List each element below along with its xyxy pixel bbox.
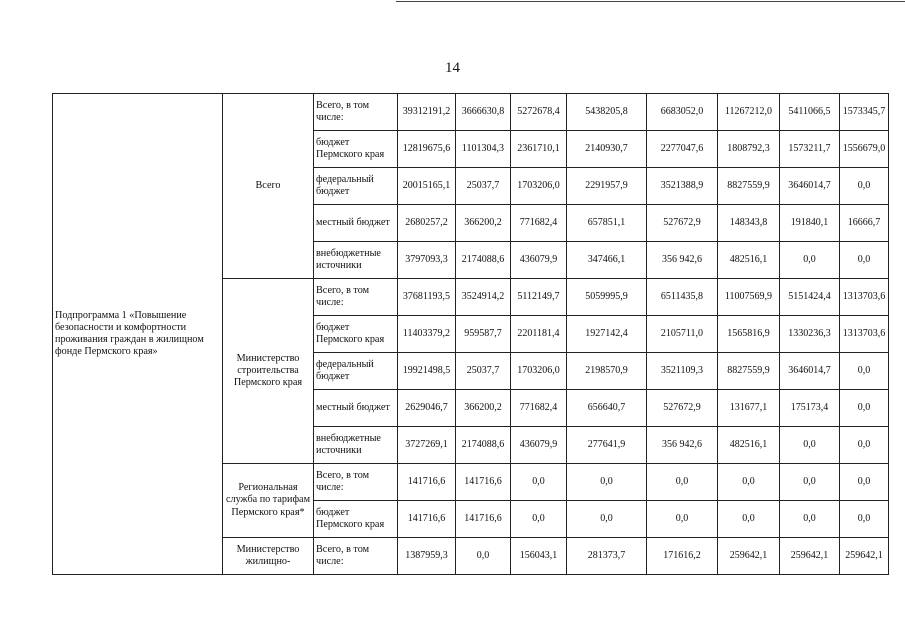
amount-cell: 482516,1 (718, 242, 780, 279)
amount-cell: 2105711,0 (647, 316, 718, 353)
amount-cell: 0,0 (840, 242, 889, 279)
funding-source-cell: федеральный бюджет (314, 353, 398, 390)
amount-cell: 771682,4 (511, 205, 567, 242)
funding-source-cell: местный бюджет (314, 390, 398, 427)
amount-cell: 156043,1 (511, 538, 567, 575)
amount-cell: 0,0 (840, 390, 889, 427)
amount-cell: 141716,6 (456, 501, 511, 538)
amount-cell: 25037,7 (456, 353, 511, 390)
amount-cell: 0,0 (780, 464, 840, 501)
amount-cell: 2198570,9 (567, 353, 647, 390)
amount-cell: 3646014,7 (780, 353, 840, 390)
amount-cell: 0,0 (780, 427, 840, 464)
program-title: Подпрограмма 1 «Повышение безопасности и комфортности проживания граждан в жилищном фонде Пермского края» (53, 94, 223, 575)
amount-cell: 11267212,0 (718, 94, 780, 131)
amount-cell: 0,0 (647, 464, 718, 501)
amount-cell: 356 942,6 (647, 427, 718, 464)
amount-cell: 39312191,2 (398, 94, 456, 131)
amount-cell: 0,0 (567, 501, 647, 538)
amount-cell: 0,0 (647, 501, 718, 538)
amount-cell: 2361710,1 (511, 131, 567, 168)
amount-cell: 141716,6 (456, 464, 511, 501)
amount-cell: 6511435,8 (647, 279, 718, 316)
amount-cell: 5411066,5 (780, 94, 840, 131)
amount-cell: 259642,1 (718, 538, 780, 575)
amount-cell: 959587,7 (456, 316, 511, 353)
funding-source-cell: местный бюджет (314, 205, 398, 242)
amount-cell: 1556679,0 (840, 131, 889, 168)
amount-cell: 11403379,2 (398, 316, 456, 353)
amount-cell: 5059995,9 (567, 279, 647, 316)
amount-cell: 0,0 (718, 464, 780, 501)
amount-cell: 1330236,3 (780, 316, 840, 353)
amount-cell: 281373,7 (567, 538, 647, 575)
amount-cell: 277641,9 (567, 427, 647, 464)
amount-cell: 3727269,1 (398, 427, 456, 464)
amount-cell: 356 942,6 (647, 242, 718, 279)
amount-cell: 131677,1 (718, 390, 780, 427)
funding-source-cell: Всего, в том числе: (314, 464, 398, 501)
amount-cell: 436079,9 (511, 427, 567, 464)
amount-cell: 1573345,7 (840, 94, 889, 131)
amount-cell: 2140930,7 (567, 131, 647, 168)
funding-source-cell: бюджет Пермского края (314, 131, 398, 168)
funding-source-cell: внебюджетные источники (314, 427, 398, 464)
amount-cell: 191840,1 (780, 205, 840, 242)
amount-cell: 0,0 (840, 353, 889, 390)
amount-cell: 16666,7 (840, 205, 889, 242)
funding-source-cell: бюджет Пермского края (314, 501, 398, 538)
amount-cell: 1703206,0 (511, 168, 567, 205)
funding-source-cell: Всего, в том числе: (314, 94, 398, 131)
amount-cell: 141716,6 (398, 501, 456, 538)
budget-table (52, 93, 889, 575)
executor-cell: Министерство жилищно- (223, 538, 314, 575)
amount-cell: 0,0 (840, 427, 889, 464)
amount-cell: 11007569,9 (718, 279, 780, 316)
amount-cell: 5272678,4 (511, 94, 567, 131)
amount-cell: 171616,2 (647, 538, 718, 575)
amount-cell: 8827559,9 (718, 353, 780, 390)
executor-cell: Министерство строительства Пермского края (223, 279, 314, 464)
amount-cell: 5112149,7 (511, 279, 567, 316)
amount-cell: 0,0 (840, 464, 889, 501)
amount-cell: 175173,4 (780, 390, 840, 427)
amount-cell: 2291957,9 (567, 168, 647, 205)
funding-source-cell: внебюджетные источники (314, 242, 398, 279)
amount-cell: 347466,1 (567, 242, 647, 279)
amount-cell: 0,0 (780, 242, 840, 279)
amount-cell: 8827559,9 (718, 168, 780, 205)
amount-cell: 5151424,4 (780, 279, 840, 316)
amount-cell: 6683052,0 (647, 94, 718, 131)
funding-source-cell: Всего, в том числе: (314, 279, 398, 316)
amount-cell: 2277047,6 (647, 131, 718, 168)
amount-cell: 2201181,4 (511, 316, 567, 353)
amount-cell: 436079,9 (511, 242, 567, 279)
amount-cell: 2629046,7 (398, 390, 456, 427)
amount-cell: 0,0 (718, 501, 780, 538)
amount-cell: 0,0 (780, 501, 840, 538)
amount-cell: 20015165,1 (398, 168, 456, 205)
amount-cell: 366200,2 (456, 390, 511, 427)
top-rule (396, 1, 905, 2)
amount-cell: 3521388,9 (647, 168, 718, 205)
amount-cell: 657851,1 (567, 205, 647, 242)
amount-cell: 141716,6 (398, 464, 456, 501)
amount-cell: 3521109,3 (647, 353, 718, 390)
amount-cell: 1927142,4 (567, 316, 647, 353)
amount-cell: 25037,7 (456, 168, 511, 205)
amount-cell: 1101304,3 (456, 131, 511, 168)
amount-cell: 0,0 (567, 464, 647, 501)
amount-cell: 1313703,6 (840, 316, 889, 353)
amount-cell: 1565816,9 (718, 316, 780, 353)
funding-source-cell: федеральный бюджет (314, 168, 398, 205)
amount-cell: 527672,9 (647, 390, 718, 427)
amount-cell: 37681193,5 (398, 279, 456, 316)
amount-cell: 5438205,8 (567, 94, 647, 131)
amount-cell: 527672,9 (647, 205, 718, 242)
amount-cell: 3797093,3 (398, 242, 456, 279)
amount-cell: 0,0 (840, 501, 889, 538)
amount-cell: 148343,8 (718, 205, 780, 242)
amount-cell: 0,0 (840, 168, 889, 205)
amount-cell: 0,0 (456, 538, 511, 575)
amount-cell: 366200,2 (456, 205, 511, 242)
amount-cell: 3666630,8 (456, 94, 511, 131)
amount-cell: 1808792,3 (718, 131, 780, 168)
amount-cell: 259642,1 (780, 538, 840, 575)
amount-cell: 771682,4 (511, 390, 567, 427)
amount-cell: 19921498,5 (398, 353, 456, 390)
table-body (53, 94, 889, 575)
amount-cell: 12819675,6 (398, 131, 456, 168)
amount-cell: 1387959,3 (398, 538, 456, 575)
amount-cell: 0,0 (511, 464, 567, 501)
amount-cell: 656640,7 (567, 390, 647, 427)
amount-cell: 2174088,6 (456, 427, 511, 464)
amount-cell: 482516,1 (718, 427, 780, 464)
amount-cell: 2174088,6 (456, 242, 511, 279)
amount-cell: 259642,1 (840, 538, 889, 575)
amount-cell: 0,0 (511, 501, 567, 538)
amount-cell: 1573211,7 (780, 131, 840, 168)
executor-cell: Всего (223, 94, 314, 279)
amount-cell: 1703206,0 (511, 353, 567, 390)
funding-source-cell: бюджет Пермского края (314, 316, 398, 353)
table-row (53, 94, 889, 131)
page-number: 14 (445, 60, 460, 76)
amount-cell: 1313703,6 (840, 279, 889, 316)
funding-source-cell: Всего, в том числе: (314, 538, 398, 575)
amount-cell: 2680257,2 (398, 205, 456, 242)
amount-cell: 3646014,7 (780, 168, 840, 205)
executor-cell: Региональная служба по тарифам Пермского края* (223, 464, 314, 538)
amount-cell: 3524914,2 (456, 279, 511, 316)
